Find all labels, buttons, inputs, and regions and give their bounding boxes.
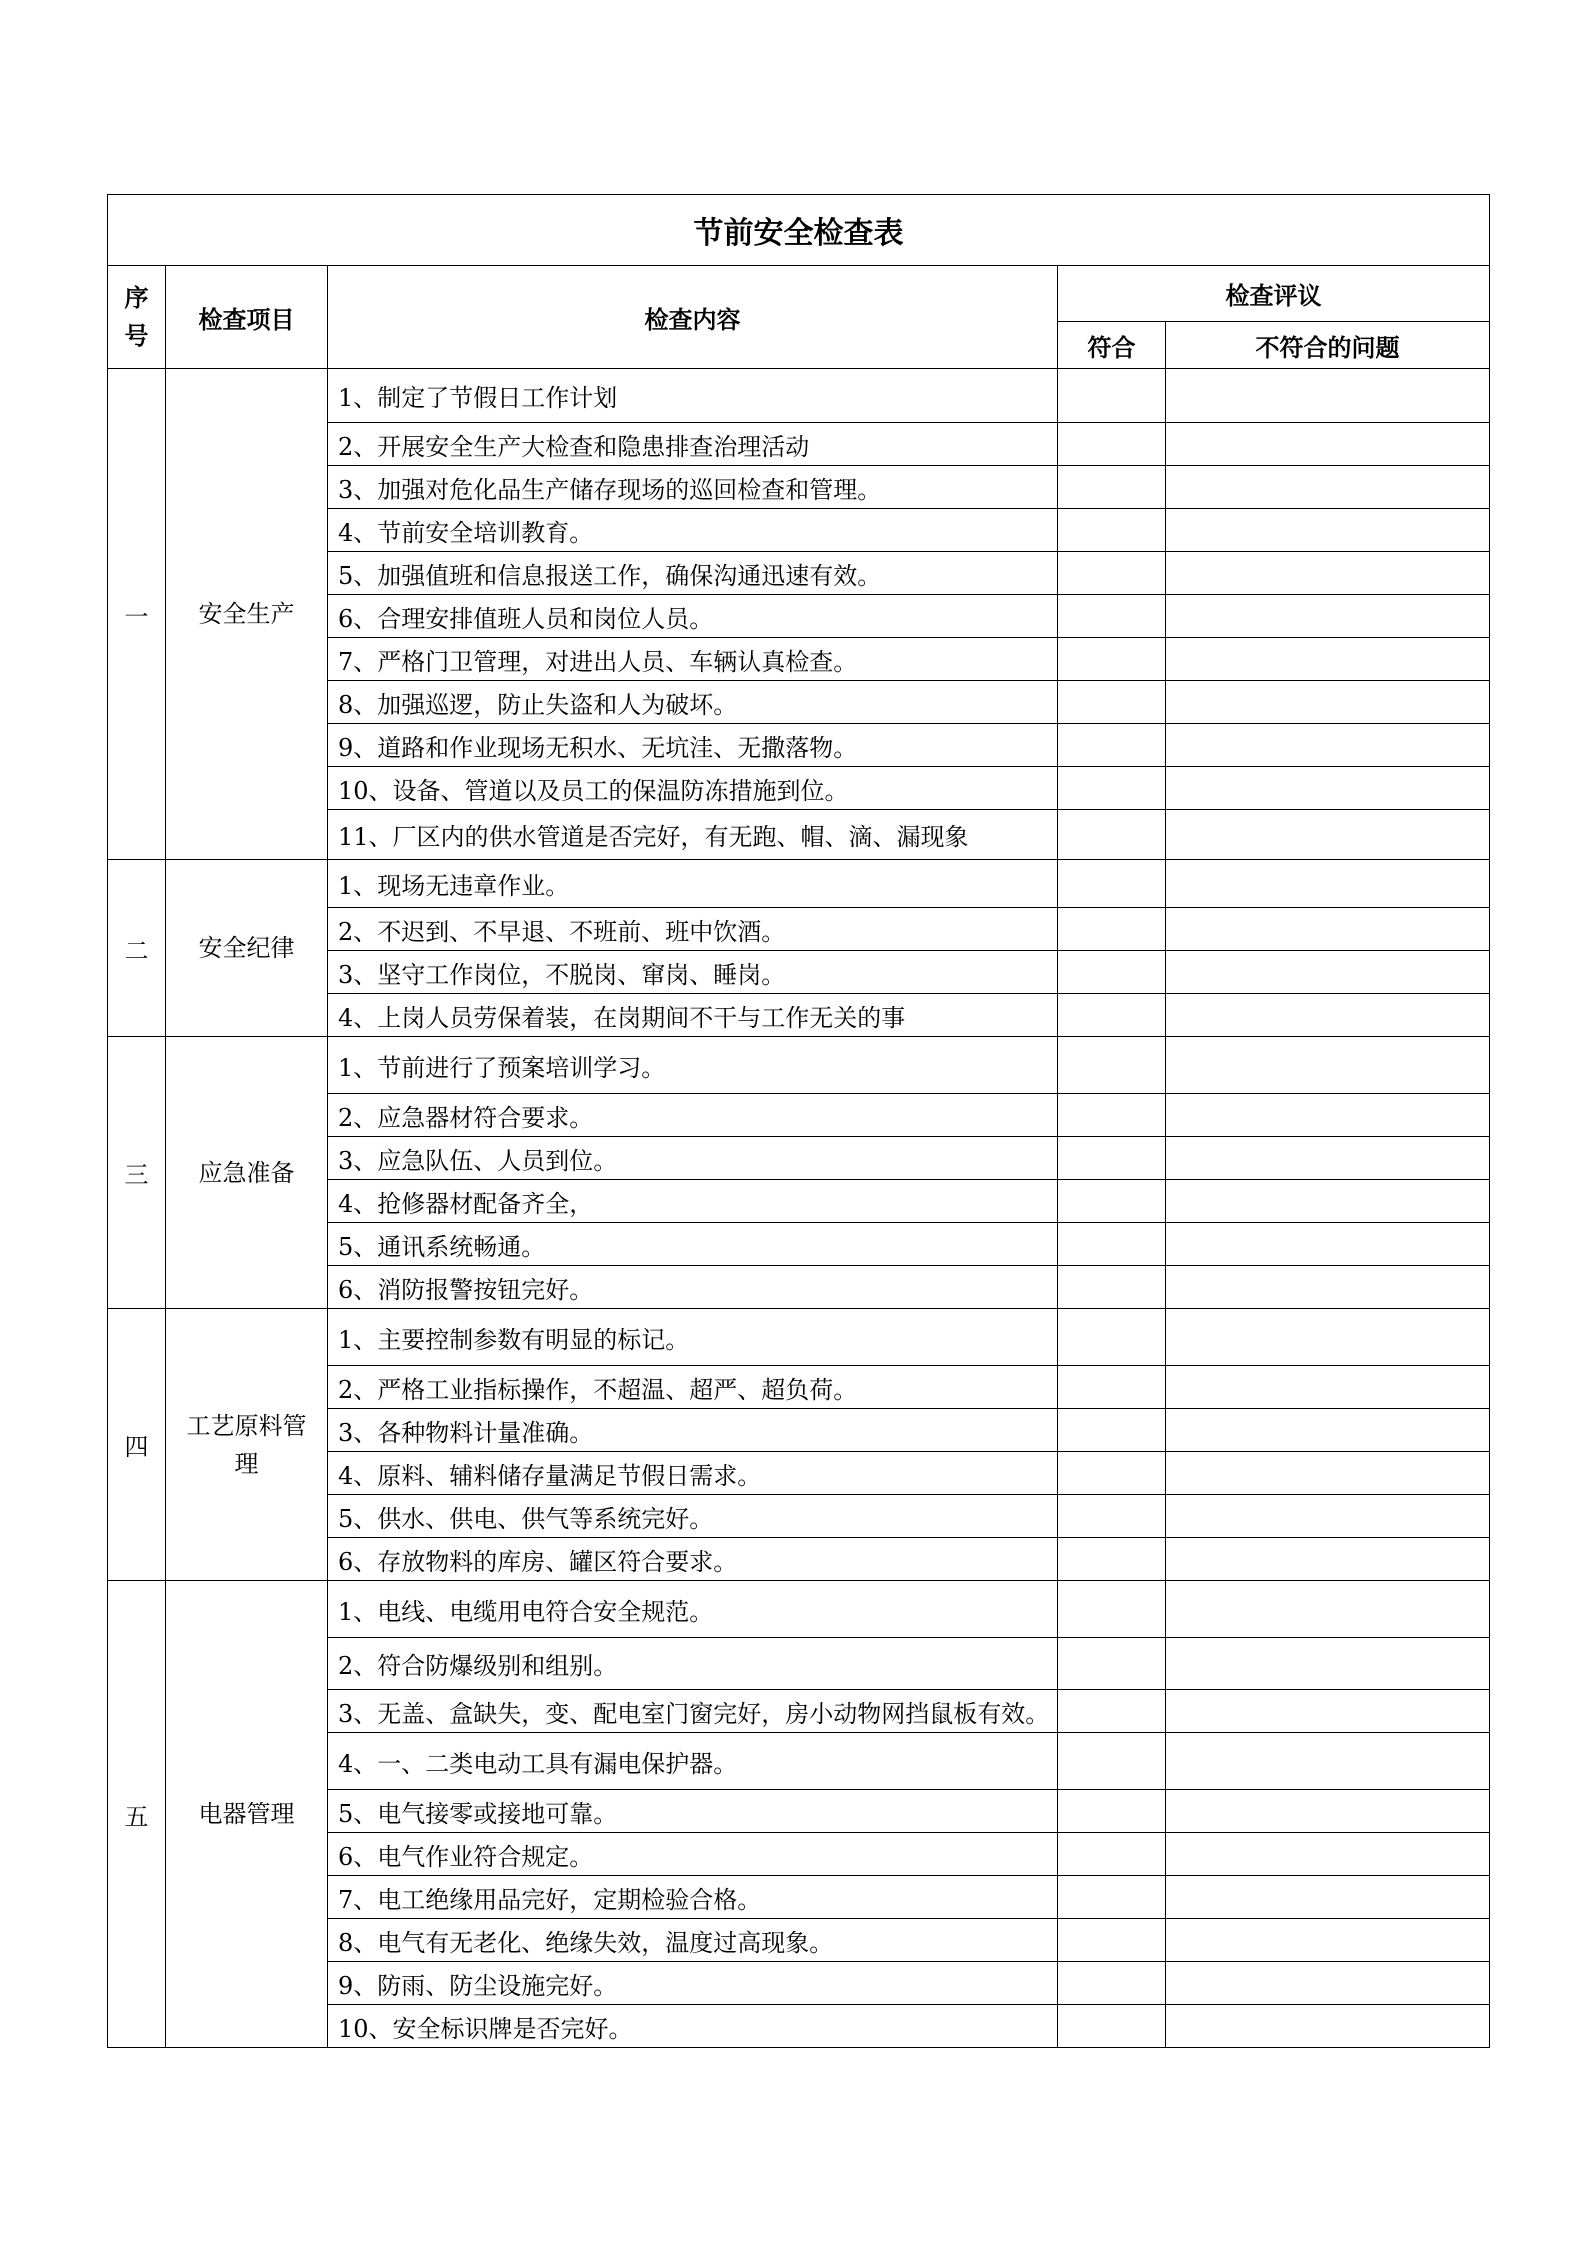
nonconform-cell[interactable] <box>1166 1919 1490 1962</box>
nonconform-cell[interactable] <box>1166 1495 1490 1538</box>
check-content: 2、开展安全生产大检查和隐患排查治理活动 <box>328 423 1058 466</box>
section-name-line: 应急准备 <box>198 1158 295 1187</box>
nonconform-cell[interactable] <box>1166 1538 1490 1581</box>
check-content: 8、加强巡逻，防止失盗和人为破坏。 <box>328 681 1058 724</box>
check-content: 3、各种物料计量准确。 <box>328 1409 1058 1452</box>
nonconform-cell[interactable] <box>1166 1833 1490 1876</box>
conform-cell[interactable] <box>1058 466 1166 509</box>
nonconform-cell[interactable] <box>1166 810 1490 860</box>
nonconform-cell[interactable] <box>1166 860 1490 908</box>
header-content: 检查内容 <box>328 266 1058 369</box>
nonconform-cell[interactable] <box>1166 724 1490 767</box>
check-content: 2、应急器材符合要求。 <box>328 1094 1058 1137</box>
section-name <box>166 860 328 1037</box>
conform-cell[interactable] <box>1058 994 1166 1037</box>
conform-cell[interactable] <box>1058 908 1166 951</box>
nonconform-cell[interactable] <box>1166 951 1490 994</box>
conform-cell[interactable] <box>1058 509 1166 552</box>
conform-cell[interactable] <box>1058 552 1166 595</box>
nonconform-cell[interactable] <box>1166 1581 1490 1638</box>
nonconform-cell[interactable] <box>1166 1452 1490 1495</box>
conform-cell[interactable] <box>1058 423 1166 466</box>
check-content: 3、应急队伍、人员到位。 <box>328 1137 1058 1180</box>
nonconform-cell[interactable] <box>1166 1733 1490 1790</box>
nonconform-cell[interactable] <box>1166 1876 1490 1919</box>
conform-cell[interactable] <box>1058 1876 1166 1919</box>
check-content: 3、无盖、盒缺失，变、配电室门窗完好，房小动物网挡鼠板有效。 <box>328 1690 1058 1733</box>
nonconform-cell[interactable] <box>1166 1366 1490 1409</box>
conform-cell[interactable] <box>1058 1309 1166 1366</box>
header-item: 检查项目 <box>166 266 328 369</box>
section-name-line: 理 <box>234 1449 259 1478</box>
nonconform-cell[interactable] <box>1166 1690 1490 1733</box>
nonconform-cell[interactable] <box>1166 1037 1490 1094</box>
nonconform-cell[interactable] <box>1166 1266 1490 1309</box>
conform-cell[interactable] <box>1058 1495 1166 1538</box>
check-content: 9、道路和作业现场无积水、无坑洼、无撒落物。 <box>328 724 1058 767</box>
check-content: 2、不迟到、不早退、不班前、班中饮酒。 <box>328 908 1058 951</box>
nonconform-cell[interactable] <box>1166 994 1490 1037</box>
section-seq: 一 <box>108 369 166 860</box>
section-name <box>166 369 328 860</box>
conform-cell[interactable] <box>1058 1266 1166 1309</box>
section-name-line: 安全生产 <box>198 600 295 628</box>
check-content: 4、原料、辅料储存量满足节假日需求。 <box>328 1452 1058 1495</box>
conform-cell[interactable] <box>1058 1962 1166 2005</box>
check-content: 9、防雨、防尘设施完好。 <box>328 1962 1058 2005</box>
check-content: 4、一、二类电动工具有漏电保护器。 <box>328 1733 1058 1790</box>
conform-cell[interactable] <box>1058 810 1166 860</box>
nonconform-cell[interactable] <box>1166 1223 1490 1266</box>
header-review: 检查评议 <box>1058 266 1490 322</box>
nonconform-cell[interactable] <box>1166 466 1490 509</box>
table-row <box>108 1037 1490 1094</box>
check-content: 6、消防报警按钮完好。 <box>328 1266 1058 1309</box>
nonconform-cell[interactable] <box>1166 509 1490 552</box>
nonconform-cell[interactable] <box>1166 1962 1490 2005</box>
conform-cell[interactable] <box>1058 1452 1166 1495</box>
section-seq: 五 <box>108 1581 166 2048</box>
section-seq: 二 <box>108 860 166 1037</box>
check-content: 6、电气作业符合规定。 <box>328 1833 1058 1876</box>
check-content: 7、电工绝缘用品完好，定期检验合格。 <box>328 1876 1058 1919</box>
check-content: 6、存放物料的库房、罐区符合要求。 <box>328 1538 1058 1581</box>
table-title: 节前安全检查表 <box>108 195 1490 266</box>
conform-cell[interactable] <box>1058 1538 1166 1581</box>
table-row <box>108 1309 1490 1366</box>
inspection-table <box>107 194 1490 2048</box>
check-content: 7、严格门卫管理，对进出人员、车辆认真检查。 <box>328 638 1058 681</box>
nonconform-cell[interactable] <box>1166 638 1490 681</box>
conform-cell[interactable] <box>1058 638 1166 681</box>
nonconform-cell[interactable] <box>1166 595 1490 638</box>
conform-cell[interactable] <box>1058 860 1166 908</box>
header-conform: 符合 <box>1058 322 1166 369</box>
nonconform-cell[interactable] <box>1166 552 1490 595</box>
nonconform-cell[interactable] <box>1166 908 1490 951</box>
header-nonconform: 不符合的问题 <box>1166 322 1490 369</box>
nonconform-cell[interactable] <box>1166 1180 1490 1223</box>
conform-cell[interactable] <box>1058 767 1166 810</box>
nonconform-cell[interactable] <box>1166 1094 1490 1137</box>
check-content: 1、主要控制参数有明显的标记。 <box>328 1309 1058 1366</box>
conform-cell[interactable] <box>1058 1094 1166 1137</box>
conform-cell[interactable] <box>1058 1733 1166 1790</box>
check-content: 5、供水、供电、供气等系统完好。 <box>328 1495 1058 1538</box>
check-content: 1、制定了节假日工作计划 <box>328 369 1058 423</box>
check-content: 8、电气有无老化、绝缘失效，温度过高现象。 <box>328 1919 1058 1962</box>
nonconform-cell[interactable] <box>1166 423 1490 466</box>
check-content: 5、加强值班和信息报送工作，确保沟通迅速有效。 <box>328 552 1058 595</box>
conform-cell[interactable] <box>1058 1366 1166 1409</box>
table-row <box>108 369 1490 423</box>
check-content: 6、合理安排值班人员和岗位人员。 <box>328 595 1058 638</box>
section-name <box>166 1037 328 1309</box>
check-content: 5、通讯系统畅通。 <box>328 1223 1058 1266</box>
section-seq: 四 <box>108 1309 166 1581</box>
header-seq <box>108 266 166 369</box>
nonconform-cell[interactable] <box>1166 1409 1490 1452</box>
check-content: 3、坚守工作岗位，不脱岗、窜岗、睡岗。 <box>328 951 1058 994</box>
conform-cell[interactable] <box>1058 681 1166 724</box>
nonconform-cell[interactable] <box>1166 1790 1490 1833</box>
nonconform-cell[interactable] <box>1166 1638 1490 1690</box>
check-content: 1、电线、电缆用电符合安全规范。 <box>328 1581 1058 1638</box>
section-name <box>166 1581 328 2048</box>
check-content: 3、加强对危化品生产储存现场的巡回检查和管理。 <box>328 466 1058 509</box>
conform-cell[interactable] <box>1058 1037 1166 1094</box>
nonconform-cell[interactable] <box>1166 1309 1490 1366</box>
nonconform-cell[interactable] <box>1166 1137 1490 1180</box>
conform-cell[interactable] <box>1058 595 1166 638</box>
nonconform-cell[interactable] <box>1166 767 1490 810</box>
conform-cell[interactable] <box>1058 1638 1166 1690</box>
check-content: 5、电气接零或接地可靠。 <box>328 1790 1058 1833</box>
section-name-line: 电器管理 <box>198 1800 295 1828</box>
conform-cell[interactable] <box>1058 1180 1166 1223</box>
section-name-line: 安全纪律 <box>198 934 295 962</box>
conform-cell[interactable] <box>1058 724 1166 767</box>
conform-cell[interactable] <box>1058 951 1166 994</box>
conform-cell[interactable] <box>1058 1690 1166 1733</box>
header-seq-line1: 序 <box>124 283 149 312</box>
conform-cell[interactable] <box>1058 369 1166 423</box>
check-content: 1、现场无违章作业。 <box>328 860 1058 908</box>
check-content: 4、上岗人员劳保着装，在岗期间不干与工作无关的事 <box>328 994 1058 1037</box>
check-content: 10、安全标识牌是否完好。 <box>328 2005 1058 2048</box>
section-name-line: 工艺原料管 <box>186 1411 307 1440</box>
conform-cell[interactable] <box>1058 1409 1166 1452</box>
nonconform-cell[interactable] <box>1166 369 1490 423</box>
section-name <box>166 1309 328 1581</box>
check-content: 2、严格工业指标操作，不超温、超严、超负荷。 <box>328 1366 1058 1409</box>
check-content: 4、节前安全培训教育。 <box>328 509 1058 552</box>
conform-cell[interactable] <box>1058 1581 1166 1638</box>
check-content: 2、符合防爆级别和组别。 <box>328 1638 1058 1690</box>
nonconform-cell[interactable] <box>1166 2005 1490 2048</box>
conform-cell[interactable] <box>1058 1790 1166 1833</box>
conform-cell[interactable] <box>1058 1223 1166 1266</box>
check-content: 10、设备、管道以及员工的保温防冻措施到位。 <box>328 767 1058 810</box>
check-content: 4、抢修器材配备齐全， <box>328 1180 1058 1223</box>
conform-cell[interactable] <box>1058 2005 1166 2048</box>
conform-cell[interactable] <box>1058 1919 1166 1962</box>
check-content: 1、节前进行了预案培训学习。 <box>328 1037 1058 1094</box>
check-content: 11、厂区内的供水管道是否完好，有无跑、帽、滴、漏现象 <box>328 810 1058 860</box>
header-seq-line2: 号 <box>124 321 149 350</box>
conform-cell[interactable] <box>1058 1137 1166 1180</box>
conform-cell[interactable] <box>1058 1833 1166 1876</box>
table-row <box>108 860 1490 908</box>
table-row <box>108 1581 1490 1638</box>
nonconform-cell[interactable] <box>1166 681 1490 724</box>
section-seq: 三 <box>108 1037 166 1309</box>
